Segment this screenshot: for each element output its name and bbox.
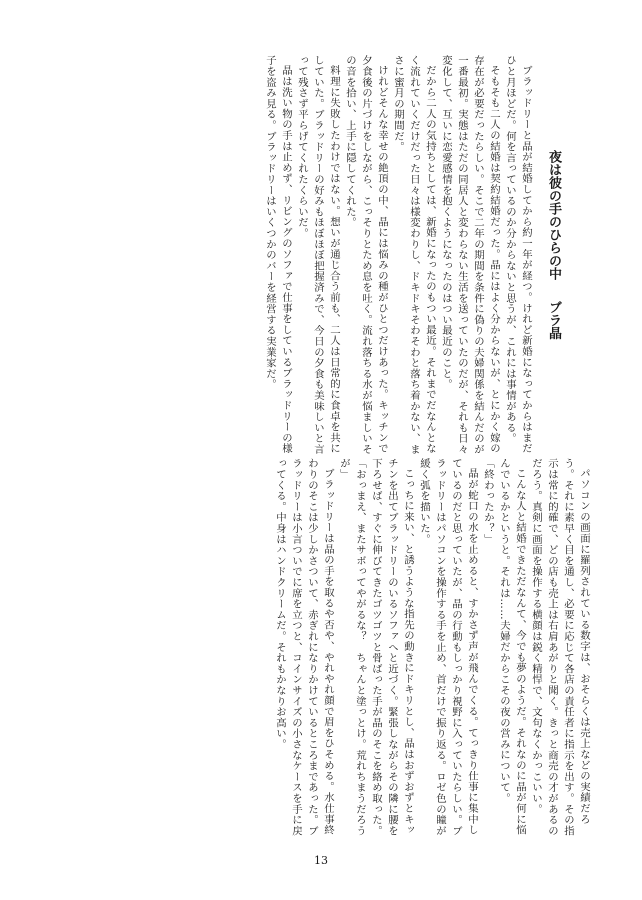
story-title: 夜は彼の手のひらの中 <box>546 150 561 280</box>
paragraph: こんな人と結婚できただなんて、今でも夢のようだ。それなのに晶が何に悩んでいるかというと。それは……夫婦だからこその夜の営みについて。 <box>498 458 526 836</box>
paragraph: けれどそんな幸せの絶頂の中、晶には悩みの種がひとつだけあった。キッチンで夕食後の片づけをしながら、こっそりとため息を吐く。流れ落ちる水が悩ましいその音を拾い、上手に隠してくれた。 <box>344 55 388 455</box>
upper-text-block <box>60 55 534 455</box>
paragraph: 料理に失敗したわけではない。想いが通じ合う前も、二人は日常的に食卓を共にしていた。ブラッドリーの好みもほぼほぼ把握済みで、今日の夕食も美味しいと言って残さず平らげてくれたくらいだ。 <box>296 55 340 455</box>
paragraph: そもそも二人の結婚は契約結婚だった。晶にはよく分からないが、とにかく嫁の存在が必要だったらしい。そこで二年の期間を条件に偽りの夫婦関係を結んだのが一番最初。実態はただの同居人と変わらない生活を送っていたのだが、それも日々変化して、互いに恋愛感情を抱くようになったのはつい最近のこと。 <box>440 55 500 455</box>
title-column <box>540 150 566 470</box>
paragraph: パソコンの画面に羅列されている数字は、おそらくは売上などの実績だろう。それに素早く目を通し、必要に応じて各店の責任者に指示を出す。その指示は常に的確で、どの店も売上は右肩あがりと聞く。きっと商売の才があるのだろう。真剣に画面を操作する横顔は鋭く精悍で、文句なくかっこいい。 <box>530 458 590 836</box>
paragraph: こっちに来い、と誘うような指先の動きにドキリとし、晶はおずおずとキッチンを出てブラッドリーのいるソファへと近づく。緊張しながらその隣に腰を下ろせば、すぐに伸びてきたゴツゴツと骨ばった手が晶のそこを絡め取った。 <box>370 458 414 836</box>
paragraph: 晶が蛇口の水を止めると、すかさず声が飛んでくる。てっきり仕事に集中しているのだと思っていたが、晶の行動もしっかり視野に入っていたらしい。ブラッドリーはパソコンを操作する手を止め、首だけで振り返る。ロゼ色の瞳が緩く弧を描いた。 <box>418 458 478 836</box>
dialogue-line: 「おっまえ、またサボってやがるな？ ちゃんと塗っとけ。荒れちまうだろうが」 <box>338 458 366 836</box>
paragraph: だから二人の気持ちとしては、新婚になったのもつい最近。それまでだなんとなく流れていくだけだった日々は様変わりし、ドキドキそわそわと落ち着かない、まさに蜜月の期間だ。 <box>392 55 436 455</box>
paragraph: ブラッドリーと晶が結婚してから約一年が経つ。けれど新婚になってからはまだひと月ほどだ。何を言っているのか分からないと思うが、これには事情がある。 <box>504 55 532 455</box>
page-number: 13 <box>314 854 328 867</box>
dialogue-line: 「終わったか？」 <box>482 458 494 545</box>
story-author: ブラ晶 <box>546 300 561 340</box>
lower-text-block <box>60 458 592 846</box>
paragraph: ブラッドリーは晶の手を取るや否や、やれやれ顔で眉をひそめる。水仕事終わりのそこは少しかさついて、赤ぎれになりかけているところまであった。ブラッドリーは小言ついでに席を立つと、コインサイズの小さなケースを手に戻ってくる。中身はハンドクリームだ。それもかなりお高い。 <box>274 458 334 836</box>
paragraph: 晶は洗い物の手は止めず、リビングのソファで仕事をしているブラッドリーの様子を盗み見る。ブラッドリーはいくつかのバーを経営する実業家だ。 <box>264 55 292 455</box>
